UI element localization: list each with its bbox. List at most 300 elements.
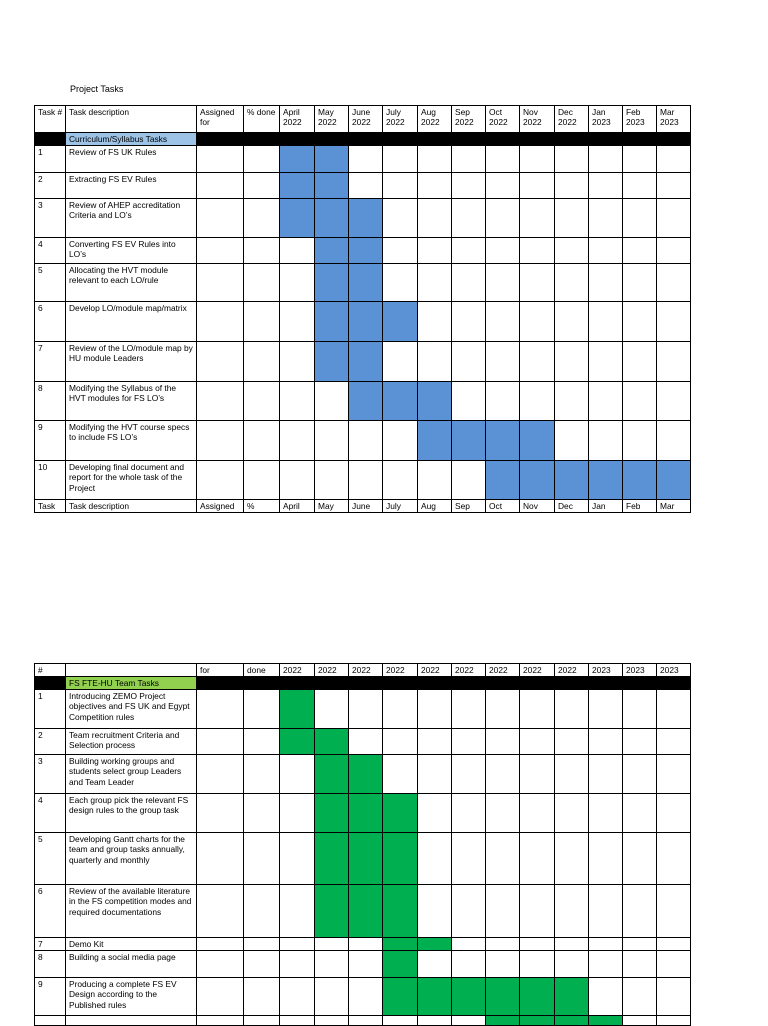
gantt-cell (520, 729, 555, 755)
task-description: Each group pick the relevant FS design rules to the group task (66, 794, 197, 833)
gantt-cell (623, 885, 657, 938)
header-description: Task description (66, 106, 197, 133)
gantt-cell (520, 755, 555, 794)
header-task-no: Task # (35, 106, 66, 133)
gantt-cell (244, 382, 280, 421)
table-row (35, 146, 691, 173)
gantt-cell (555, 302, 589, 342)
gantt-bar (418, 938, 452, 951)
gantt-cell (349, 421, 383, 461)
gantt-bar (520, 461, 555, 500)
gantt-cell (418, 1016, 452, 1026)
gantt-cell (623, 690, 657, 729)
gantt-bar (520, 421, 555, 461)
gantt-cell (197, 833, 244, 885)
task-description: Review of FS UK Rules (66, 146, 197, 173)
black-bar (197, 677, 691, 690)
table-row (35, 1016, 691, 1026)
gantt-cell (35, 1016, 66, 1026)
gantt-cell (589, 690, 623, 729)
table-row (35, 302, 691, 342)
gantt-cell (315, 421, 349, 461)
task-number: 9 (35, 421, 66, 461)
table-row (35, 938, 691, 951)
gantt-cell (623, 146, 657, 173)
gantt-cell (280, 1016, 315, 1026)
gantt-bar (315, 729, 349, 755)
gantt-cell (418, 264, 452, 302)
gantt-cell (520, 264, 555, 302)
gantt-cell (555, 382, 589, 421)
gantt-bar (315, 302, 349, 342)
gantt-cell (657, 885, 691, 938)
gantt-cell (197, 690, 244, 729)
gantt-cell (589, 146, 623, 173)
task-number: 10 (35, 461, 66, 500)
gantt-cell (555, 264, 589, 302)
gantt-cell (244, 238, 280, 264)
gantt-cell (486, 690, 520, 729)
gantt-cell (349, 1016, 383, 1026)
task-description: Producing a complete FS EV Design according to the Published rules (66, 978, 197, 1016)
gantt-cell (418, 199, 452, 238)
gantt-cell (623, 382, 657, 421)
gantt-cell (452, 794, 486, 833)
header-month: Oct 2022 (486, 106, 520, 133)
gantt-cell (452, 342, 486, 382)
gantt-cell (383, 146, 418, 173)
header-month: 2022 (280, 664, 315, 677)
gantt-bar (349, 885, 383, 938)
header-month: 2022 (486, 664, 520, 677)
task-description: Modifying the HVT course specs to include FS LO’s (66, 421, 197, 461)
gantt-bar (486, 421, 520, 461)
gantt-cell (244, 951, 280, 978)
gantt-cell (383, 199, 418, 238)
gantt-cell (520, 833, 555, 885)
gantt-bar (418, 421, 452, 461)
gantt-cell (383, 729, 418, 755)
footer-month: Mar (657, 500, 691, 513)
gantt-cell (657, 173, 691, 199)
task-number: 4 (35, 794, 66, 833)
gantt-cell (589, 978, 623, 1016)
gantt-bar (349, 199, 383, 238)
gantt-cell (418, 755, 452, 794)
gantt-bar (486, 1016, 520, 1026)
task-number: 6 (35, 302, 66, 342)
gantt-cell (520, 938, 555, 951)
header-assigned: for (197, 664, 244, 677)
gantt-cell (244, 146, 280, 173)
task-description: Building working groups and students select group Leaders and Team Leader (66, 755, 197, 794)
gantt-cell (555, 794, 589, 833)
gantt-bar (280, 146, 315, 173)
gantt-cell (520, 794, 555, 833)
gantt-bar (315, 146, 349, 173)
gantt-cell (657, 755, 691, 794)
gantt-cell (486, 833, 520, 885)
header-month: July 2022 (383, 106, 418, 133)
gantt-cell (418, 302, 452, 342)
gantt-cell (623, 302, 657, 342)
table2-header-row (35, 664, 691, 677)
gantt-cell (486, 342, 520, 382)
gantt-cell (418, 342, 452, 382)
gantt-cell (623, 264, 657, 302)
gantt-cell (486, 302, 520, 342)
gantt-cell (383, 755, 418, 794)
gantt-cell (657, 951, 691, 978)
gantt-cell (520, 199, 555, 238)
gantt-cell (418, 729, 452, 755)
footer-done: % (244, 500, 280, 513)
gantt-cell (520, 302, 555, 342)
table-row (35, 951, 691, 978)
gantt-cell (418, 461, 452, 500)
header-month: Jan 2023 (589, 106, 623, 133)
gantt-bar (623, 461, 657, 500)
gantt-cell (452, 173, 486, 199)
gantt-cell (349, 690, 383, 729)
gantt-cell (349, 951, 383, 978)
gantt-cell (452, 146, 486, 173)
gantt-bar (555, 1016, 589, 1026)
gantt-cell (452, 1016, 486, 1026)
gantt-cell (657, 342, 691, 382)
gantt-cell (452, 461, 486, 500)
gantt-cell (280, 421, 315, 461)
gantt-bar (315, 264, 349, 302)
gantt-cell (197, 938, 244, 951)
gantt-bar (418, 978, 452, 1016)
gantt-bar (486, 978, 520, 1016)
table-row (35, 199, 691, 238)
gantt-cell (452, 264, 486, 302)
gantt-bar (383, 938, 418, 951)
gantt-cell (555, 238, 589, 264)
gantt-cell (657, 729, 691, 755)
gantt-cell (486, 382, 520, 421)
gantt-cell (197, 1016, 244, 1026)
gantt-cell (383, 421, 418, 461)
task-description: Develop LO/module map/matrix (66, 302, 197, 342)
gantt-cell (452, 199, 486, 238)
task-description: Building a social media page (66, 951, 197, 978)
gantt-cell (244, 729, 280, 755)
gantt-bar (315, 238, 349, 264)
footer-month: July (383, 500, 418, 513)
gantt-cell (657, 421, 691, 461)
gantt-bar (520, 1016, 555, 1026)
table-row (35, 978, 691, 1016)
gantt-cell (520, 342, 555, 382)
gantt-cell (197, 951, 244, 978)
header-month: Mar 2023 (657, 106, 691, 133)
gantt-cell (555, 755, 589, 794)
gantt-bar (349, 755, 383, 794)
task-description: Modifying the Syllabus of the HVT modules for FS LO’s (66, 382, 197, 421)
gantt-cell (280, 264, 315, 302)
footer-month: Jan (589, 500, 623, 513)
gantt-cell (520, 173, 555, 199)
gantt-cell (197, 461, 244, 500)
header-month: 2023 (623, 664, 657, 677)
task-description: Developing Gantt charts for the team and group tasks annually, quarterly and monthly (66, 833, 197, 885)
gantt-bar (383, 885, 418, 938)
gantt-cell (520, 951, 555, 978)
gantt-cell (589, 755, 623, 794)
header-month: Feb 2023 (623, 106, 657, 133)
table-row (35, 755, 691, 794)
gantt-bar (315, 173, 349, 199)
header-month: 2022 (520, 664, 555, 677)
gantt-cell (244, 833, 280, 885)
gantt-cell (657, 938, 691, 951)
table-row (35, 342, 691, 382)
gantt-cell (452, 382, 486, 421)
category-row (35, 677, 691, 690)
task-number: 3 (35, 199, 66, 238)
gantt-cell (244, 199, 280, 238)
header-month: 2023 (657, 664, 691, 677)
gantt-cell (280, 978, 315, 1016)
gantt-cell (383, 461, 418, 500)
gantt-bar (555, 461, 589, 500)
gantt-cell (244, 938, 280, 951)
gantt-bar (280, 729, 315, 755)
gantt-cell (657, 978, 691, 1016)
gantt-cell (244, 1016, 280, 1026)
gantt-bar (315, 199, 349, 238)
gantt-cell (452, 885, 486, 938)
gantt-bar (589, 461, 623, 500)
gantt-cell (486, 238, 520, 264)
table-row (35, 173, 691, 199)
gantt-cell (280, 238, 315, 264)
task-description: Review of the LO/module map by HU module Leaders (66, 342, 197, 382)
header-month: 2022 (452, 664, 486, 677)
gantt-cell (452, 938, 486, 951)
gantt-cell (555, 146, 589, 173)
task-number: 3 (35, 755, 66, 794)
gantt-bar (383, 794, 418, 833)
gantt-cell (623, 951, 657, 978)
footer-month: May (315, 500, 349, 513)
gantt-bar (589, 1016, 623, 1026)
gantt-cell (589, 421, 623, 461)
gantt-cell (244, 421, 280, 461)
footer-month: June (349, 500, 383, 513)
gantt-cell (555, 729, 589, 755)
header-month: 2023 (589, 664, 623, 677)
task-number: 8 (35, 382, 66, 421)
gantt-cell (197, 382, 244, 421)
header-assigned: Assigned for (197, 106, 244, 133)
gantt-cell (418, 885, 452, 938)
gantt-cell (197, 264, 244, 302)
gantt-cell (589, 199, 623, 238)
gantt-cell (349, 461, 383, 500)
task-number: 4 (35, 238, 66, 264)
gantt-bar (349, 794, 383, 833)
gantt-cell (349, 146, 383, 173)
task-description: Review of the available literature in the FS competition modes and required documentations (66, 885, 197, 938)
header-month: May 2022 (315, 106, 349, 133)
footer-description: Task description (66, 500, 197, 513)
footer-month: Nov (520, 500, 555, 513)
gantt-cell (555, 690, 589, 729)
task-number: 5 (35, 264, 66, 302)
gantt-cell (197, 342, 244, 382)
header-month: Aug 2022 (418, 106, 452, 133)
gantt-cell (280, 833, 315, 885)
gantt-cell (486, 951, 520, 978)
category-row (35, 133, 691, 146)
gantt-cell (383, 690, 418, 729)
table-row (35, 794, 691, 833)
task-number: 2 (35, 173, 66, 199)
gantt-cell (657, 833, 691, 885)
gantt-cell (315, 938, 349, 951)
gantt-cell (383, 342, 418, 382)
gantt-cell (657, 238, 691, 264)
gantt-cell (244, 690, 280, 729)
footer-month: Sep (452, 500, 486, 513)
gantt-cell (623, 755, 657, 794)
gantt-bar (349, 238, 383, 264)
gantt-cell (589, 302, 623, 342)
gantt-bar (315, 833, 349, 885)
gantt-cell (657, 146, 691, 173)
gantt-cell (280, 885, 315, 938)
gantt-cell (555, 885, 589, 938)
gantt-cell (555, 342, 589, 382)
category-label: Curriculum/Syllabus Tasks (66, 133, 197, 146)
gantt-cell (349, 978, 383, 1016)
gantt-cell (197, 978, 244, 1016)
footer-month: Feb (623, 500, 657, 513)
gantt-bar (315, 794, 349, 833)
task-number: 1 (35, 146, 66, 173)
gantt-cell (520, 238, 555, 264)
gantt-cell (280, 951, 315, 978)
task-number: 8 (35, 951, 66, 978)
gantt-cell (452, 238, 486, 264)
gantt-cell (623, 833, 657, 885)
header-month: 2022 (349, 664, 383, 677)
gantt-cell (197, 199, 244, 238)
gantt-bar (383, 382, 418, 421)
gantt-cell (452, 690, 486, 729)
team-gantt-table (34, 663, 691, 1026)
task-number: 5 (35, 833, 66, 885)
gantt-cell (623, 421, 657, 461)
gantt-cell (623, 199, 657, 238)
table-row (35, 833, 691, 885)
gantt-cell (623, 342, 657, 382)
table1-footer-row (35, 500, 691, 513)
gantt-cell (486, 755, 520, 794)
gantt-cell (315, 690, 349, 729)
gantt-cell (486, 938, 520, 951)
gantt-cell (452, 302, 486, 342)
gantt-cell (657, 382, 691, 421)
task-number: 7 (35, 938, 66, 951)
gantt-cell (589, 173, 623, 199)
footer-assigned: Assigned (197, 500, 244, 513)
footer-month: Dec (555, 500, 589, 513)
gantt-cell (197, 302, 244, 342)
gantt-cell (315, 951, 349, 978)
gantt-cell (315, 978, 349, 1016)
table-row (35, 238, 691, 264)
gantt-bar (555, 978, 589, 1016)
gantt-cell (244, 794, 280, 833)
gantt-cell (197, 146, 244, 173)
gantt-cell (315, 461, 349, 500)
gantt-cell (244, 173, 280, 199)
gantt-cell (589, 833, 623, 885)
gantt-cell (555, 938, 589, 951)
gantt-cell (383, 1016, 418, 1026)
curriculum-gantt-table (34, 105, 691, 513)
gantt-bar (383, 833, 418, 885)
gantt-cell (418, 238, 452, 264)
table-row (35, 729, 691, 755)
gantt-bar (315, 885, 349, 938)
gantt-cell (315, 1016, 349, 1026)
gantt-bar (383, 302, 418, 342)
gantt-bar (280, 199, 315, 238)
header-month: June 2022 (349, 106, 383, 133)
gantt-cell (244, 755, 280, 794)
gantt-cell (383, 238, 418, 264)
gantt-cell (520, 885, 555, 938)
gantt-cell (486, 794, 520, 833)
gantt-bar (657, 461, 691, 500)
gantt-cell (280, 302, 315, 342)
gantt-cell (623, 173, 657, 199)
gantt-cell (486, 885, 520, 938)
gantt-cell (486, 173, 520, 199)
task-description: Developing final document and report for the whole task of the Project (66, 461, 197, 500)
task-description: Allocating the HVT module relevant to each LO/rule (66, 264, 197, 302)
gantt-bar (383, 951, 418, 978)
gantt-cell (197, 421, 244, 461)
gantt-cell (486, 264, 520, 302)
gantt-cell (623, 978, 657, 1016)
gantt-cell (452, 833, 486, 885)
header-month: 2022 (418, 664, 452, 677)
task-number: 1 (35, 690, 66, 729)
gantt-cell (486, 729, 520, 755)
gantt-cell (244, 885, 280, 938)
gantt-cell (280, 382, 315, 421)
gantt-cell (555, 173, 589, 199)
table-row (35, 885, 691, 938)
gantt-cell (280, 938, 315, 951)
gantt-cell (66, 1016, 197, 1026)
gantt-cell (197, 173, 244, 199)
gantt-cell (197, 755, 244, 794)
footer-task: Task (35, 500, 66, 513)
gantt-bar (315, 342, 349, 382)
gantt-cell (418, 173, 452, 199)
gantt-cell (589, 264, 623, 302)
gantt-cell (520, 382, 555, 421)
gantt-cell (589, 382, 623, 421)
